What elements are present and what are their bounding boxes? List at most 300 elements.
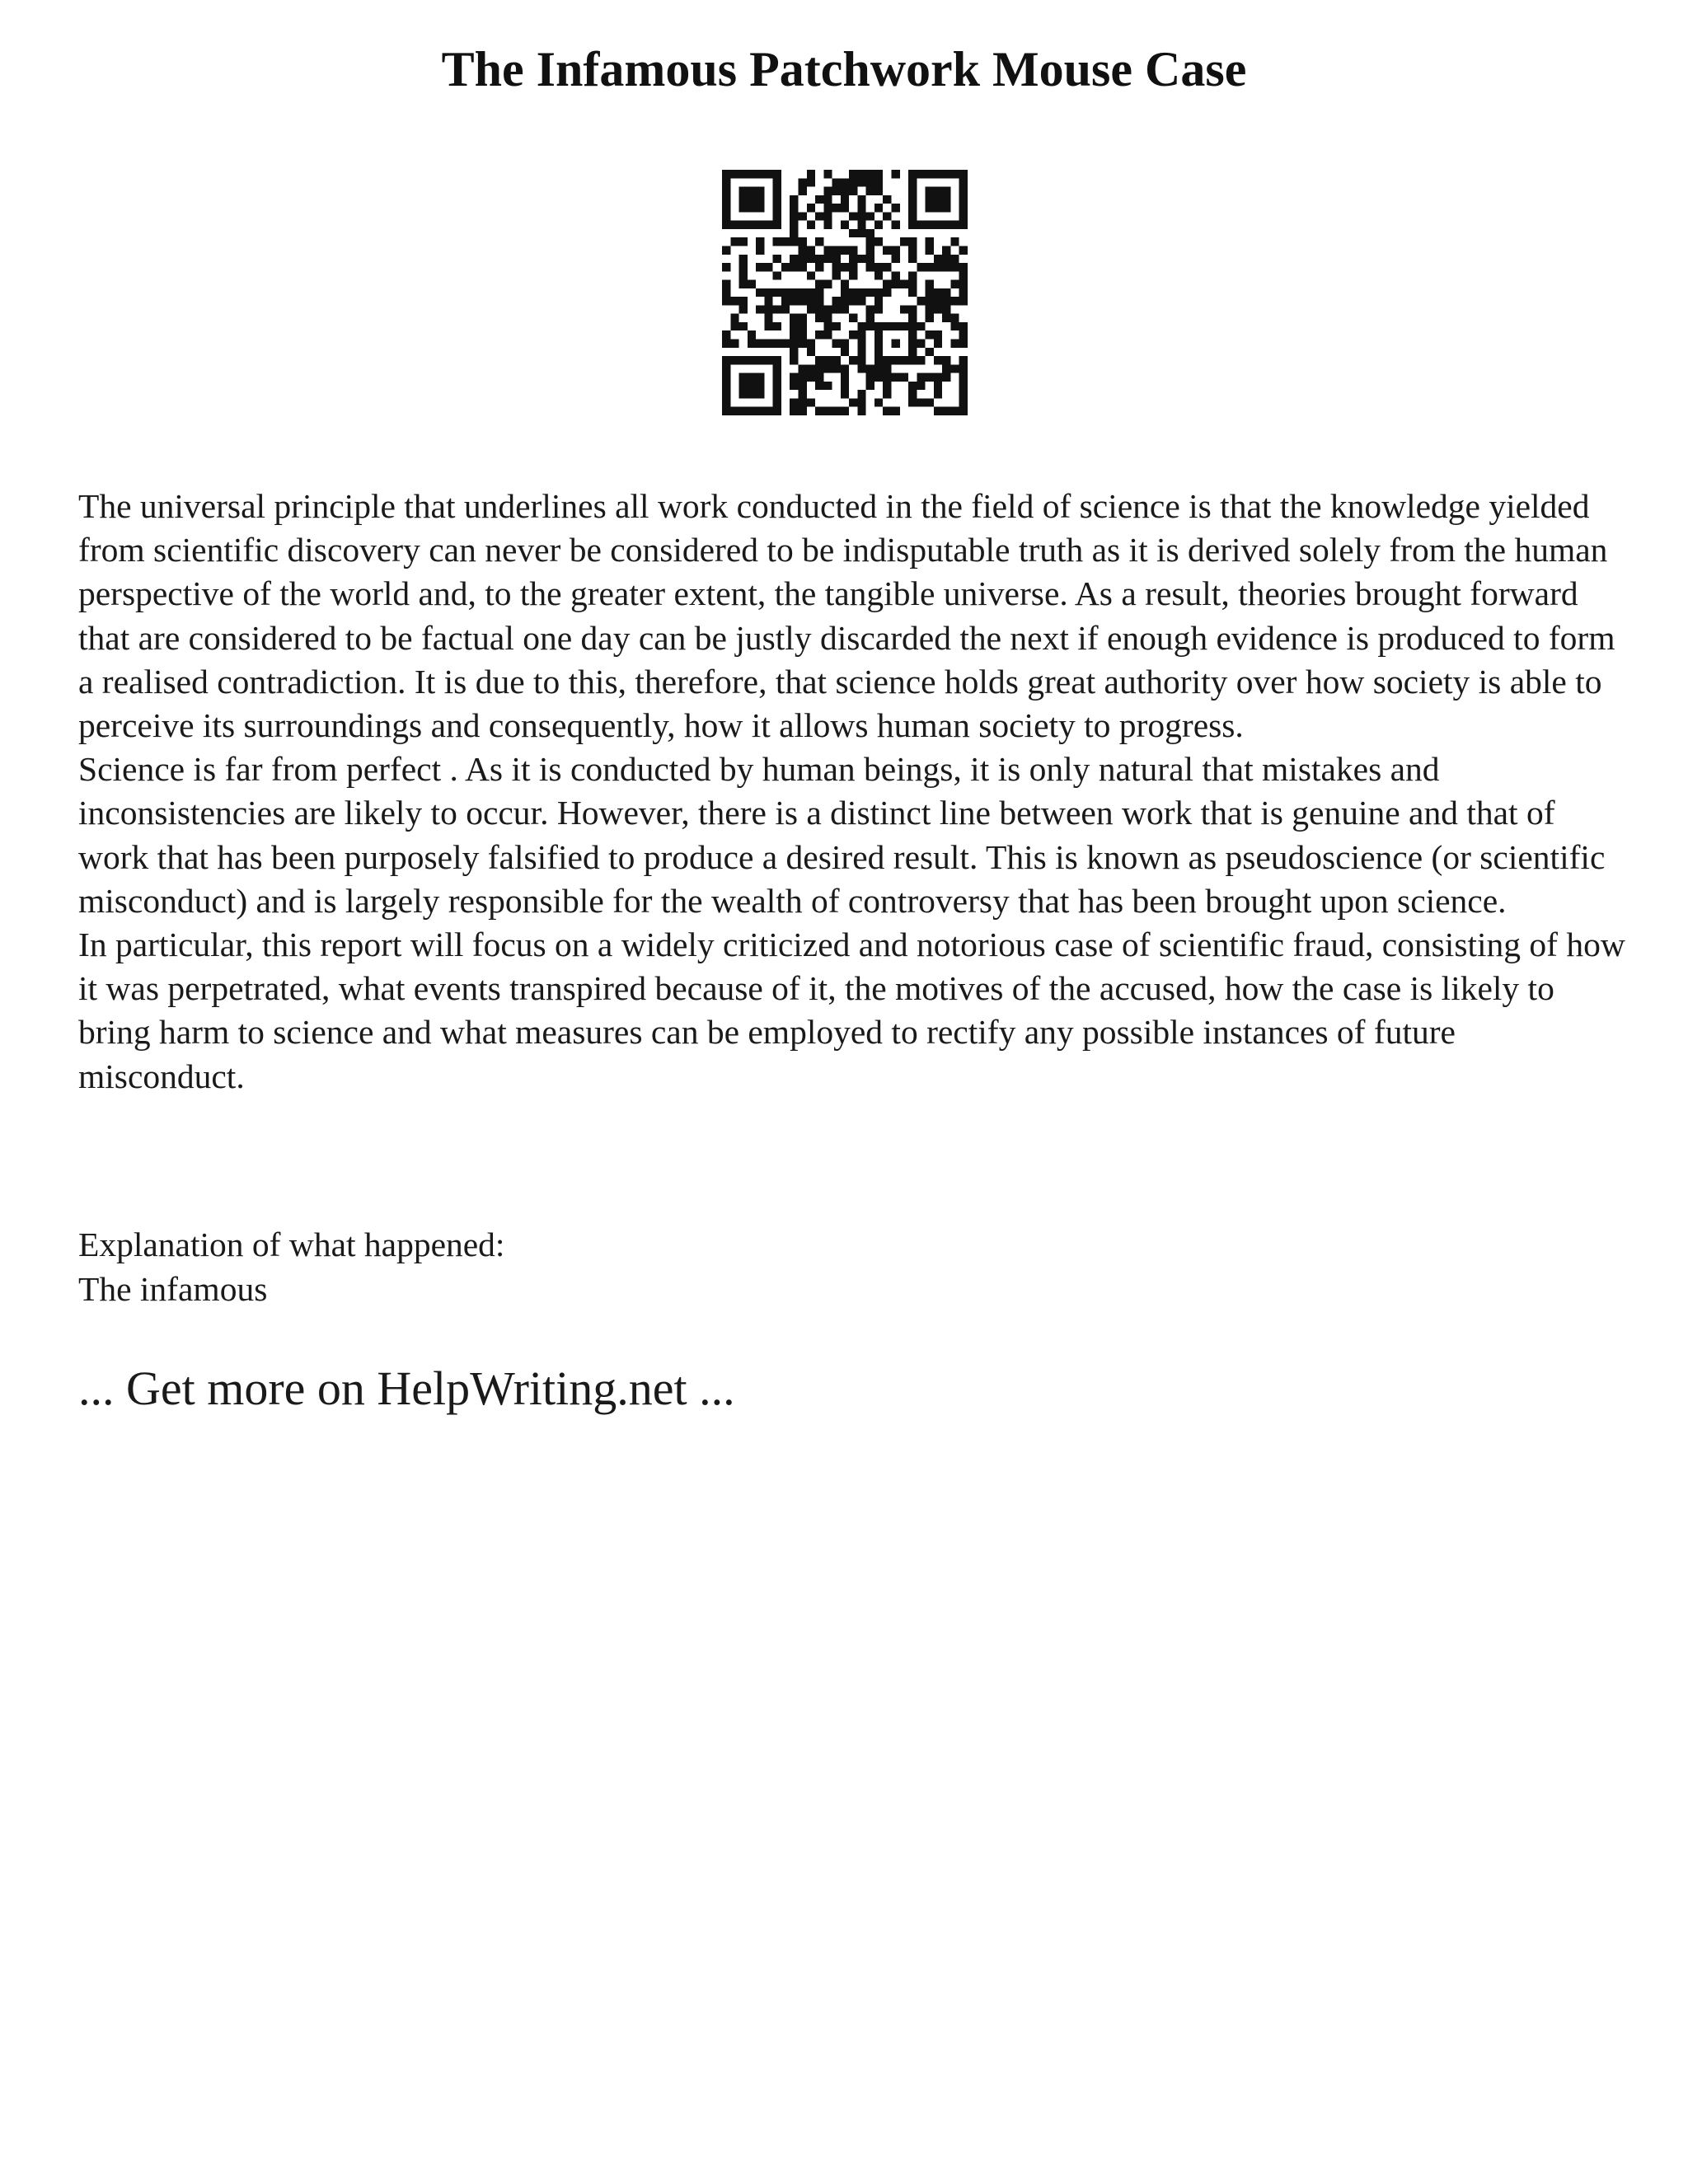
qr-module (942, 221, 950, 229)
qr-module (866, 314, 874, 322)
qr-module (773, 221, 781, 229)
qr-module (950, 322, 959, 330)
qr-module (781, 263, 790, 271)
qr-module (823, 407, 832, 415)
qr-module (942, 407, 950, 415)
qr-module (849, 187, 857, 195)
qr-module (934, 382, 942, 390)
qr-module (917, 297, 925, 305)
qr-module (857, 195, 865, 204)
qr-module (874, 340, 883, 348)
qr-module (892, 246, 900, 254)
qr-module (773, 195, 781, 204)
qr-module (748, 390, 756, 398)
qr-module (739, 204, 748, 212)
qr-module (807, 288, 815, 297)
document-body (78, 485, 1628, 1099)
qr-module (790, 314, 798, 322)
qr-module (739, 271, 748, 279)
qr-module (892, 356, 900, 364)
qr-module (934, 330, 942, 339)
qr-module (730, 407, 738, 415)
qr-module (790, 237, 798, 246)
qr-module (959, 398, 968, 406)
qr-module (883, 280, 891, 288)
qr-module (866, 305, 874, 313)
qr-module (908, 398, 917, 406)
qr-module (926, 330, 934, 339)
qr-module (908, 322, 917, 330)
qr-module (773, 187, 781, 195)
qr-module (892, 170, 900, 178)
qr-module (874, 187, 883, 195)
qr-module (841, 178, 849, 186)
qr-module (874, 297, 883, 305)
qr-module (959, 263, 968, 271)
qr-module (908, 195, 917, 204)
qr-module (874, 221, 883, 229)
qr-module (908, 348, 917, 356)
qr-module (739, 373, 748, 382)
qr-module (730, 340, 738, 348)
explanation-section (78, 1223, 1628, 1311)
qr-module (823, 170, 832, 178)
qr-module (841, 263, 849, 271)
qr-module (832, 356, 841, 364)
qr-module (823, 356, 832, 364)
qr-code-graphic (722, 170, 968, 415)
qr-module (857, 297, 865, 305)
qr-module (773, 340, 781, 348)
qr-module (722, 407, 730, 415)
qr-module (807, 246, 815, 254)
qr-module (773, 407, 781, 415)
qr-module (908, 246, 917, 254)
qr-module (883, 322, 891, 330)
qr-module (790, 356, 798, 364)
qr-module (950, 255, 959, 263)
qr-module (832, 178, 841, 186)
qr-module (959, 390, 968, 398)
qr-module (798, 373, 806, 382)
qr-module (849, 330, 857, 339)
qr-module (857, 229, 865, 237)
qr-module (823, 280, 832, 288)
qr-module (807, 398, 815, 406)
qr-module (934, 170, 942, 178)
qr-module (748, 373, 756, 382)
qr-module (748, 170, 756, 178)
qr-module (841, 382, 849, 390)
qr-module (739, 255, 748, 263)
qr-module (849, 297, 857, 305)
qr-module (730, 170, 738, 178)
qr-module (857, 322, 865, 330)
qr-module (739, 390, 748, 398)
qr-module (798, 390, 806, 398)
qr-module (832, 263, 841, 271)
qr-module (739, 263, 748, 271)
qr-module (790, 348, 798, 356)
qr-module (900, 356, 908, 364)
qr-module (798, 237, 806, 246)
qr-module (764, 288, 772, 297)
qr-module (815, 305, 823, 313)
qr-module (866, 170, 874, 178)
qr-module (950, 340, 959, 348)
qr-module (832, 246, 841, 254)
qr-module (942, 195, 950, 204)
qr-module (950, 237, 959, 246)
qr-module (832, 322, 841, 330)
qr-module (790, 398, 798, 406)
qr-module (739, 322, 748, 330)
qr-module (866, 263, 874, 271)
qr-module (798, 382, 806, 390)
qr-module (892, 322, 900, 330)
qr-module (773, 237, 781, 246)
qr-module (866, 178, 874, 186)
qr-module (883, 364, 891, 373)
qr-module (722, 280, 730, 288)
qr-module (942, 170, 950, 178)
qr-module (748, 280, 756, 288)
qr-module (790, 255, 798, 263)
qr-module (883, 246, 891, 254)
qr-module (934, 373, 942, 382)
qr-module (917, 263, 925, 271)
qr-module (781, 288, 790, 297)
qr-module (866, 187, 874, 195)
qr-module (934, 340, 942, 348)
qr-module (722, 195, 730, 204)
qr-module (773, 322, 781, 330)
qr-module (815, 407, 823, 415)
qr-module (926, 314, 934, 322)
qr-module (823, 314, 832, 322)
qr-module (874, 364, 883, 373)
qr-module (892, 221, 900, 229)
qr-module (807, 297, 815, 305)
qr-module (874, 288, 883, 297)
qr-module (908, 212, 917, 220)
qr-module (908, 382, 917, 390)
qr-module (934, 297, 942, 305)
qr-module (892, 271, 900, 279)
qr-module (917, 356, 925, 364)
qr-module (874, 237, 883, 246)
qr-module (722, 297, 730, 305)
qr-module (959, 212, 968, 220)
qr-module (781, 340, 790, 348)
qr-module (866, 382, 874, 390)
qr-module (942, 187, 950, 195)
paragraph: The universal principle that underlines all work conducted in the field of science is that the knowledge yielded from scientific discovery can never be considered to be indisputable truth as it is derived solely from the human perspective of the world and, to the greater extent, the tangible universe. As a result, theories brought forward that are considered to be factual one day can be justly discarded the next if enough evidence is produced to form a realised contradiction. It is due to this, therefore, that science holds great authority over how society is able to perceive its surroundings and consequently, how it allows human society to progress. (78, 487, 1615, 745)
qr-module (807, 364, 815, 373)
qr-module (959, 288, 968, 297)
qr-module (756, 373, 764, 382)
qr-module (739, 221, 748, 229)
qr-module (756, 288, 764, 297)
qr-module (908, 271, 917, 279)
qr-module (832, 255, 841, 263)
qr-module (959, 280, 968, 288)
qr-module (798, 246, 806, 254)
qr-module (841, 348, 849, 356)
qr-module (841, 305, 849, 313)
paragraph: In particular, this report will focus on a widely criticized and notorious case of scientific fraud, consisting of how it was perpetrated, what events transpired because of it, the motives of the accused, how the case is likely to bring harm to science and what measures can be employed to rectify any possible instances of future misconduct. (78, 926, 1625, 1095)
qr-module (926, 373, 934, 382)
qr-module (849, 314, 857, 322)
qr-module (722, 246, 730, 254)
qr-module (781, 305, 790, 313)
qr-module (926, 398, 934, 406)
qr-module (832, 340, 841, 348)
qr-module (832, 407, 841, 415)
qr-module (722, 288, 730, 297)
qr-module (807, 340, 815, 348)
qr-module (773, 288, 781, 297)
qr-module (764, 322, 772, 330)
qr-module (892, 204, 900, 212)
qr-module (730, 356, 738, 364)
qr-module (934, 195, 942, 204)
qr-module (764, 407, 772, 415)
qr-module (823, 255, 832, 263)
qr-module (917, 340, 925, 348)
qr-module (748, 221, 756, 229)
qr-module (849, 246, 857, 254)
qr-module (934, 204, 942, 212)
qr-module (908, 237, 917, 246)
qr-module (756, 382, 764, 390)
qr-module (942, 255, 950, 263)
qr-module (841, 288, 849, 297)
qr-module (823, 364, 832, 373)
qr-module (798, 297, 806, 305)
qr-module (926, 263, 934, 271)
qr-module (748, 340, 756, 348)
qr-module (722, 356, 730, 364)
qr-module (917, 373, 925, 382)
qr-module (823, 382, 832, 390)
qr-module (807, 348, 815, 356)
qr-module (917, 221, 925, 229)
qr-module (942, 314, 950, 322)
qr-module (815, 255, 823, 263)
qr-module (756, 340, 764, 348)
qr-module (739, 356, 748, 364)
qr-module (790, 340, 798, 348)
qr-module (908, 178, 917, 186)
page-title: The Infamous Patchwork Mouse Case (441, 42, 1247, 96)
qr-module (722, 340, 730, 348)
qr-module (959, 195, 968, 204)
qr-module (866, 246, 874, 254)
qr-module (823, 204, 832, 212)
qr-module (807, 271, 815, 279)
qr-module (934, 187, 942, 195)
qr-module (926, 348, 934, 356)
qr-module (874, 330, 883, 339)
qr-module (926, 170, 934, 178)
qr-module (832, 305, 841, 313)
qr-module (900, 280, 908, 288)
qr-module (849, 170, 857, 178)
qr-module (841, 204, 849, 212)
qr-module (756, 195, 764, 204)
qr-module (823, 195, 832, 204)
qr-module (959, 356, 968, 364)
qr-module (917, 322, 925, 330)
qr-module (883, 288, 891, 297)
qr-module (874, 348, 883, 356)
qr-module (841, 407, 849, 415)
qr-module (926, 305, 934, 313)
qr-module (764, 305, 772, 313)
qr-module (815, 263, 823, 271)
qr-module (739, 382, 748, 390)
qr-module (798, 340, 806, 348)
qr-module (883, 373, 891, 382)
qr-module (874, 305, 883, 313)
qr-module (934, 390, 942, 398)
qr-module (874, 204, 883, 212)
qr-module (773, 364, 781, 373)
qr-module (866, 212, 874, 220)
qr-module (950, 170, 959, 178)
qr-module (781, 297, 790, 305)
qr-module (926, 187, 934, 195)
qr-module (748, 204, 756, 212)
qr-module (764, 297, 772, 305)
qr-module (934, 263, 942, 271)
qr-module (874, 271, 883, 279)
qr-module (926, 280, 934, 288)
qr-module (926, 195, 934, 204)
qr-module (739, 280, 748, 288)
qr-module (959, 330, 968, 339)
qr-module (722, 187, 730, 195)
qr-module (841, 364, 849, 373)
qr-module (857, 340, 865, 348)
qr-module (857, 364, 865, 373)
qr-module (841, 187, 849, 195)
qr-module (883, 263, 891, 271)
qr-module (722, 330, 730, 339)
qr-module (739, 407, 748, 415)
qr-module (857, 330, 865, 339)
qr-module (764, 263, 772, 271)
get-more-link[interactable]: ... Get more on HelpWriting.net ... (78, 1361, 735, 1415)
qr-module (722, 178, 730, 186)
qr-module (908, 187, 917, 195)
qr-module (832, 297, 841, 305)
qr-module (815, 237, 823, 246)
qr-module (739, 305, 748, 313)
qr-module (959, 407, 968, 415)
qr-module (934, 288, 942, 297)
qr-module (934, 356, 942, 364)
qr-module (748, 407, 756, 415)
qr-module (722, 398, 730, 406)
qr-module (908, 204, 917, 212)
qr-module (892, 407, 900, 415)
qr-module (722, 373, 730, 382)
qr-module (883, 212, 891, 220)
qr-module (857, 356, 865, 364)
qr-module (815, 314, 823, 322)
qr-module (950, 221, 959, 229)
qr-module (926, 288, 934, 297)
qr-module (959, 340, 968, 348)
qr-module (849, 178, 857, 186)
qr-module (790, 322, 798, 330)
qr-module (959, 373, 968, 382)
qr-module (790, 330, 798, 339)
qr-module (926, 204, 934, 212)
qr-module (959, 246, 968, 254)
qr-module (748, 356, 756, 364)
section-heading: Explanation of what happened: (78, 1226, 505, 1263)
qr-module (900, 322, 908, 330)
qr-module (841, 373, 849, 382)
qr-module (773, 204, 781, 212)
qr-module (764, 221, 772, 229)
qr-module (807, 204, 815, 212)
qr-module (908, 280, 917, 288)
qr-module (756, 204, 764, 212)
qr-module (849, 356, 857, 364)
qr-module (950, 297, 959, 305)
qr-module (926, 297, 934, 305)
qr-module (832, 187, 841, 195)
qr-module (908, 170, 917, 178)
qr-module (748, 187, 756, 195)
qr-module (798, 322, 806, 330)
qr-module (798, 288, 806, 297)
qr-module (849, 263, 857, 271)
qr-module (841, 390, 849, 398)
qr-module (798, 314, 806, 322)
qr-module (959, 322, 968, 330)
qr-module (857, 348, 865, 356)
qr-module (942, 305, 950, 313)
qr-module (773, 390, 781, 398)
qr-module (866, 229, 874, 237)
qr-module (959, 170, 968, 178)
qr-module (849, 398, 857, 406)
qr-module (934, 305, 942, 313)
qr-module (773, 373, 781, 382)
qr-module (857, 212, 865, 220)
qr-module (908, 288, 917, 297)
qr-module (841, 246, 849, 254)
qr-module (790, 407, 798, 415)
qr-module (857, 221, 865, 229)
qr-module (722, 382, 730, 390)
qr-module (739, 297, 748, 305)
qr-module (849, 212, 857, 220)
qr-module (756, 170, 764, 178)
qr-module (841, 221, 849, 229)
qr-module (790, 229, 798, 237)
qr-module (900, 373, 908, 382)
qr-code-icon[interactable] (722, 170, 968, 415)
qr-module (756, 390, 764, 398)
qr-module (722, 390, 730, 398)
qr-module (807, 221, 815, 229)
